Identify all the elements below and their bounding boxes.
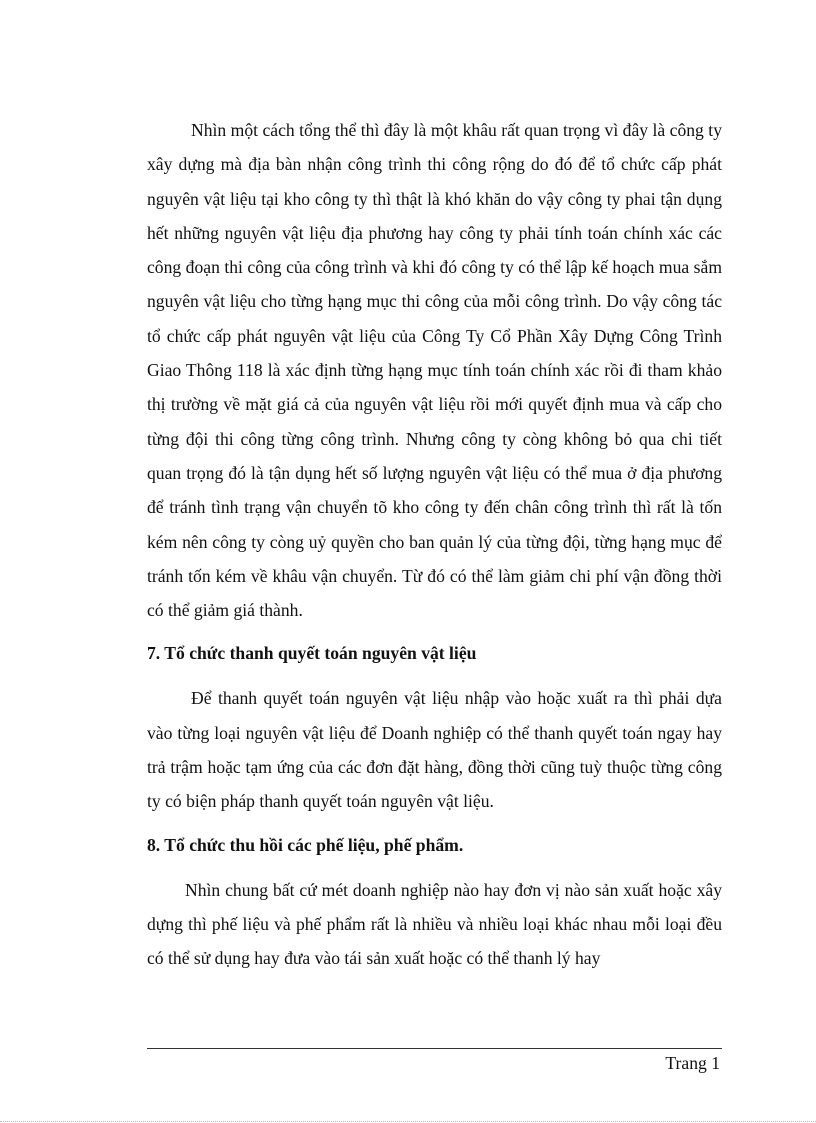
page-bottom-border <box>0 1121 816 1122</box>
footer-divider <box>147 1048 722 1049</box>
heading-section-8: 8. Tổ chức thu hồi các phế liệu, phế phẩm. <box>147 834 464 855</box>
page-number: Trang 1 <box>665 1053 720 1073</box>
paragraph-scrap-recovery: Nhìn chung bất cứ mét doanh nghiệp nào hay đơn vị nào sản xuất hoặc xây dựng thì phế liệu và phế phẩm rất là nhiều và nhiều loại khác nhau mỗi loại đều có thể sử dụng hay đưa vào tái sản xuất hoặc có thể thanh lý hay <box>147 879 722 969</box>
page-body <box>147 113 722 976</box>
heading-section-7: 7. Tổ chức thanh quyết toán nguyên vật liệu <box>147 643 477 664</box>
paragraph-settlement: Để thanh quyết toán nguyên vật liệu nhập vào hoặc xuất ra thì phải dựa vào từng loại nguyên vật liệu để Doanh nghiệp có thể thanh quyết toán ngay hay trả trậm hoặc tạm ứng của các đơn đặt hàng, đồng thời cũng tuỳ thuộc từng công ty có biện pháp thanh quyết toán nguyên vật liệu. <box>147 688 722 812</box>
paragraph-material-allocation: Nhìn một cách tổng thể thì đây là một khâu rất quan trọng vì đây là công ty xây dựng mà địa bàn nhận công trình thi công rộng do đó để tổ chức cấp phát nguyên vật liệu tại kho công ty thì thật là khó khăn do vậy công ty phai tận dụng hết những nguyên vật liệu địa phương hay công ty phải tính toán chính xác các công đoạn thi công của công trình và khi đó công ty có thể lập kế hoạch mua sắm nguyên vật liệu cho từng hạng mục thi công của mỗi công trình. Do vậy công tác tổ chức cấp phát nguyên vật liệu của Công Ty Cổ Phần Xây Dựng Công Trình Giao Thông 118 là xác định từng hạng mục tính toán chính xác rồi đi tham khảo thị trường về mặt giá cả của nguyên vật liệu rồi mới quyết định mua và cấp cho từng đội thi công từng công trình. Nhưng công ty còng không bỏ qua chi tiết quan trọng đó là tận dụng hết số lượng nguyên vật liệu có thể mua ở địa phương để tránh tình trạng vận chuyển tõ kho công ty đến chân công trình thì rất là tốn kém nên công ty còng uỷ quyền cho ban quản lý của từng đội, từng hạng mục để tránh tốn kém về khâu vận chuyển. Từ đó có thể làm giảm chi phí vận đồng thời có thể giảm giá thành. <box>147 120 722 621</box>
